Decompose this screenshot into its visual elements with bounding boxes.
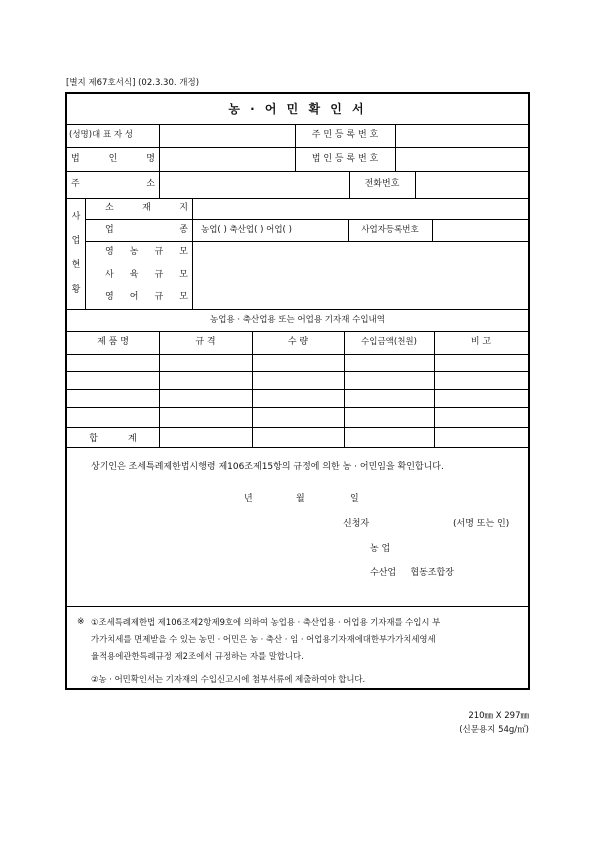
applicant-label: 신청자	[343, 519, 370, 529]
total-label: 합 계	[89, 434, 137, 445]
sign-label: (서명 또는 인)	[453, 519, 510, 529]
date-year-label: 년	[244, 494, 253, 504]
location-label: 소 재 지	[105, 203, 188, 214]
corp-name-field[interactable]	[159, 147, 295, 171]
biz-reg-field[interactable]	[432, 219, 528, 241]
fishery-scale-label: 영 어 규 모	[105, 292, 188, 303]
phone-field[interactable]	[415, 171, 528, 198]
col-header-remarks: 비 고	[470, 337, 492, 348]
scale-field[interactable]	[192, 241, 528, 309]
note-1-line-3: 율적용에관한특례규정 제2조에서 규정하는 자를 말합니다.	[91, 651, 304, 661]
note-1-line-1: ①조세특례제한법 제106조제2항제9호에 의하여 농업용 · 축산업용 · 어업용 기자재를 수입시 부	[91, 617, 441, 627]
rep-name-field[interactable]	[159, 124, 295, 147]
rep-name-label: (성명)대 표 자 성	[69, 130, 134, 141]
address-label: 주 소	[71, 179, 155, 190]
location-field[interactable]	[192, 198, 528, 219]
import-section-title: 농업용 · 축산업용 또는 어업용 기자재 수입내역	[210, 314, 385, 325]
table-row[interactable]	[67, 371, 528, 389]
livestock-scale-label: 사 육 규 모	[105, 269, 188, 280]
corp-reg-field[interactable]	[395, 147, 528, 171]
biz-reg-label: 사업자등록번호	[361, 224, 419, 235]
table-row[interactable]	[67, 407, 528, 427]
paper-size: 210㎜ X 297㎜	[468, 711, 529, 721]
form-id: [별지 제67호서식] (02.3.30. 개정)	[66, 78, 200, 88]
note-2: ②농 · 어민확인서는 기자재의 수입신고시에 첨부서류에 제출하여야 합니다.	[91, 674, 366, 684]
phone-label: 전화번호	[364, 179, 400, 190]
form-title: 농 · 어 민 확 인 서	[228, 101, 367, 116]
issuer-farm: 농 업	[370, 544, 391, 554]
issuer-fishery-coop: 수산업 협동조합장	[370, 568, 454, 578]
farm-scale-label: 영 농 규 모	[105, 247, 188, 258]
table-row[interactable]	[67, 389, 528, 407]
col-header-product: 제 품 명	[97, 337, 129, 348]
paper-stock: (신문용지 54g/㎡)	[459, 725, 529, 735]
confirmation-form	[65, 92, 530, 690]
corp-reg-label: 법 인 등 록 번 호	[311, 153, 379, 164]
col-header-quantity: 수 량	[287, 337, 309, 348]
note-mark: ※	[77, 617, 85, 627]
date-month-label: 월	[296, 494, 305, 504]
address-field[interactable]	[159, 171, 349, 198]
business-type-options[interactable]: 농업( ) 축산업( ) 어업( )	[201, 224, 292, 235]
corp-name-label: 법 인 명	[71, 153, 155, 164]
col-header-spec: 규 격	[195, 337, 216, 348]
business-type-label: 업 종	[105, 224, 188, 235]
table-row[interactable]	[67, 354, 528, 371]
note-1-line-2: 가가치세를 면제받을 수 있는 농민 · 어민은 농 · 축산 · 임 · 어업용기자재에대한부가가치세영세	[91, 634, 436, 644]
resident-no-label: 주 민 등 록 번 호	[311, 130, 379, 141]
resident-no-field[interactable]	[395, 124, 528, 147]
business-status-label: 사 업 현 황	[71, 211, 81, 295]
date-day-label: 일	[350, 494, 359, 504]
confirmation-statement: 상기인은 조세특례제한법시행령 제106조제15항의 규정에 의한 농 · 어민임을 확인합니다.	[91, 462, 444, 472]
col-header-amount: 수입금액(천원)	[361, 337, 417, 348]
